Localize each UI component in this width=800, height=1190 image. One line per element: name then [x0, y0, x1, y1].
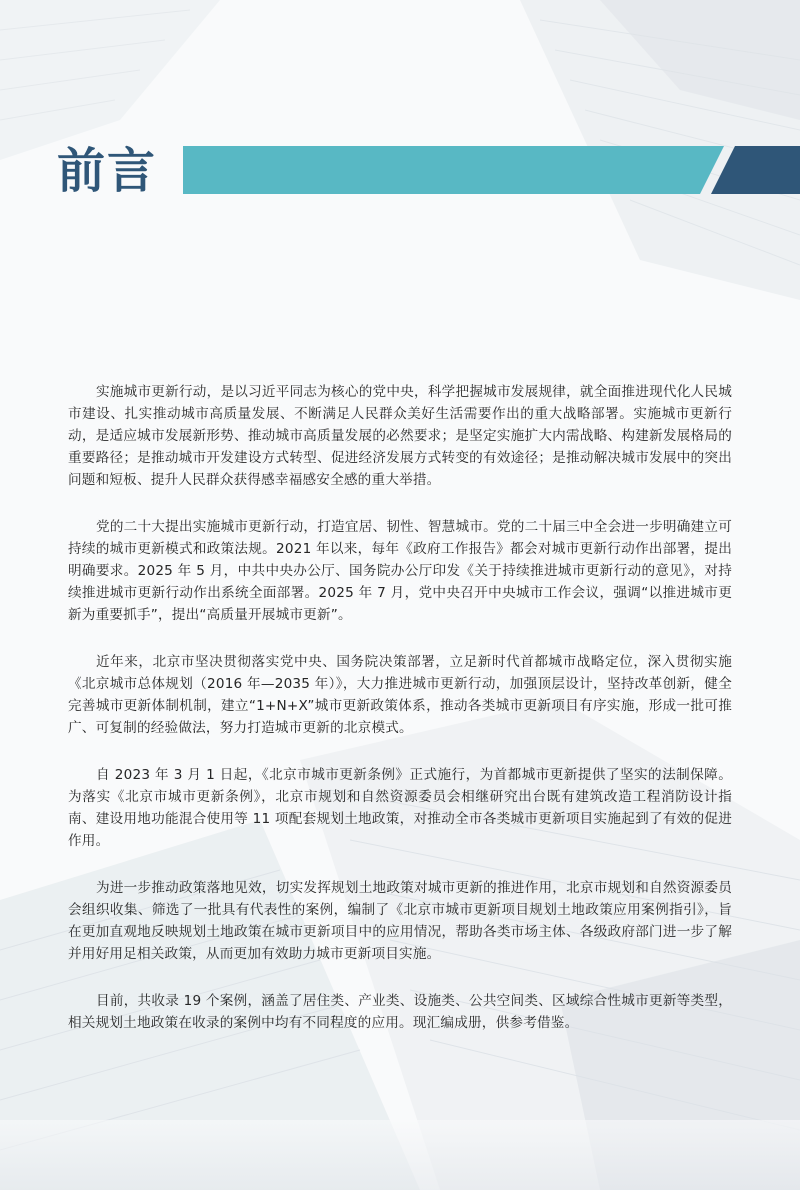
- paragraph-5: 为进一步推动政策落地见效，切实发挥规划土地政策对城市更新的推进作用，北京市规划和自然资源委员会组织收集、筛选了一批具有代表性的案例，编制了《北京市城市更新项目规划土地政策应用案例指引》，旨在更加直观地反映规划土地政策在城市更新项目中的应用情况，帮助各类市场主体、各级政府部门进一步了解并用好用足相关政策，从而更加有效助力城市更新项目实施。: [68, 880, 732, 962]
- page-title: 前言: [57, 143, 158, 199]
- paragraph-4: 自 2023 年 3 月 1 日起，《北京市城市更新条例》正式施行，为首都城市更新提供了坚实的法制保障。为落实《北京市城市更新条例》，北京市规划和自然资源委员会相继研究出台既有建筑改造工程消防设计指南、建设用地功能混合使用等 11 项配套规划土地政策，对推动全市各类城市更新项目实施起到了有效的促进作用。: [68, 767, 732, 849]
- paragraph-6: 目前，共收录 19 个案例，涵盖了居住类、产业类、设施类、公共空间类、区域综合性城市更新等类型，相关规划土地政策在收录的案例中均有不同程度的应用。现汇编成册，供参考借鉴。: [68, 993, 732, 1031]
- paragraph-2: 党的二十大提出实施城市更新行动，打造宜居、韧性、智慧城市。党的二十届三中全会进一步明确建立可持续的城市更新模式和政策法规。2021 年以来，每年《政府工作报告》都会对城市更新行动作出部署，提出明确要求。2025 年 5 月，中共中央办公厅、国务院办公厅印发《关于持续推进城市更新行动的意见》，对持续推进城市更新行动作出系统全面部署。2025 年 7 月，党中央召开中央城市工作会议，强调“以推进城市更新为重要抓手”，提出“高质量开展城市更新”。: [68, 519, 732, 623]
- preface-body: [68, 381, 732, 1059]
- header-band-navy: [711, 146, 800, 194]
- header-band-teal: [183, 146, 724, 194]
- paragraph-3: 近年来，北京市坚决贯彻落实党中央、国务院决策部署，立足新时代首都城市战略定位，深入贯彻实施《北京城市总体规划（2016 年—2035 年）》，大力推进城市更新行动，加强顶层设计，坚持改革创新，健全完善城市更新体制机制，建立“1+N+X”城市更新政策体系，推动各类城市更新项目有序实施，形成一批可推广、可复制的经验做法，努力打造城市更新的北京模式。: [68, 654, 732, 736]
- paragraph-1: 实施城市更新行动，是以习近平同志为核心的党中央，科学把握城市发展规律，就全面推进现代化人民城市建设、扎实推动城市高质量发展、不断满足人民群众美好生活需要作出的重大战略部署。实施城市更新行动，是适应城市发展新形势、推动城市高质量发展的必然要求；是坚定实施扩大内需战略、构建新发展格局的重要路径；是推动城市开发建设方式转型、促进经济发展方式转变的有效途径；是推动解决城市发展中的突出问题和短板、提升人民群众获得感幸福感安全感的重大举措。: [68, 384, 732, 488]
